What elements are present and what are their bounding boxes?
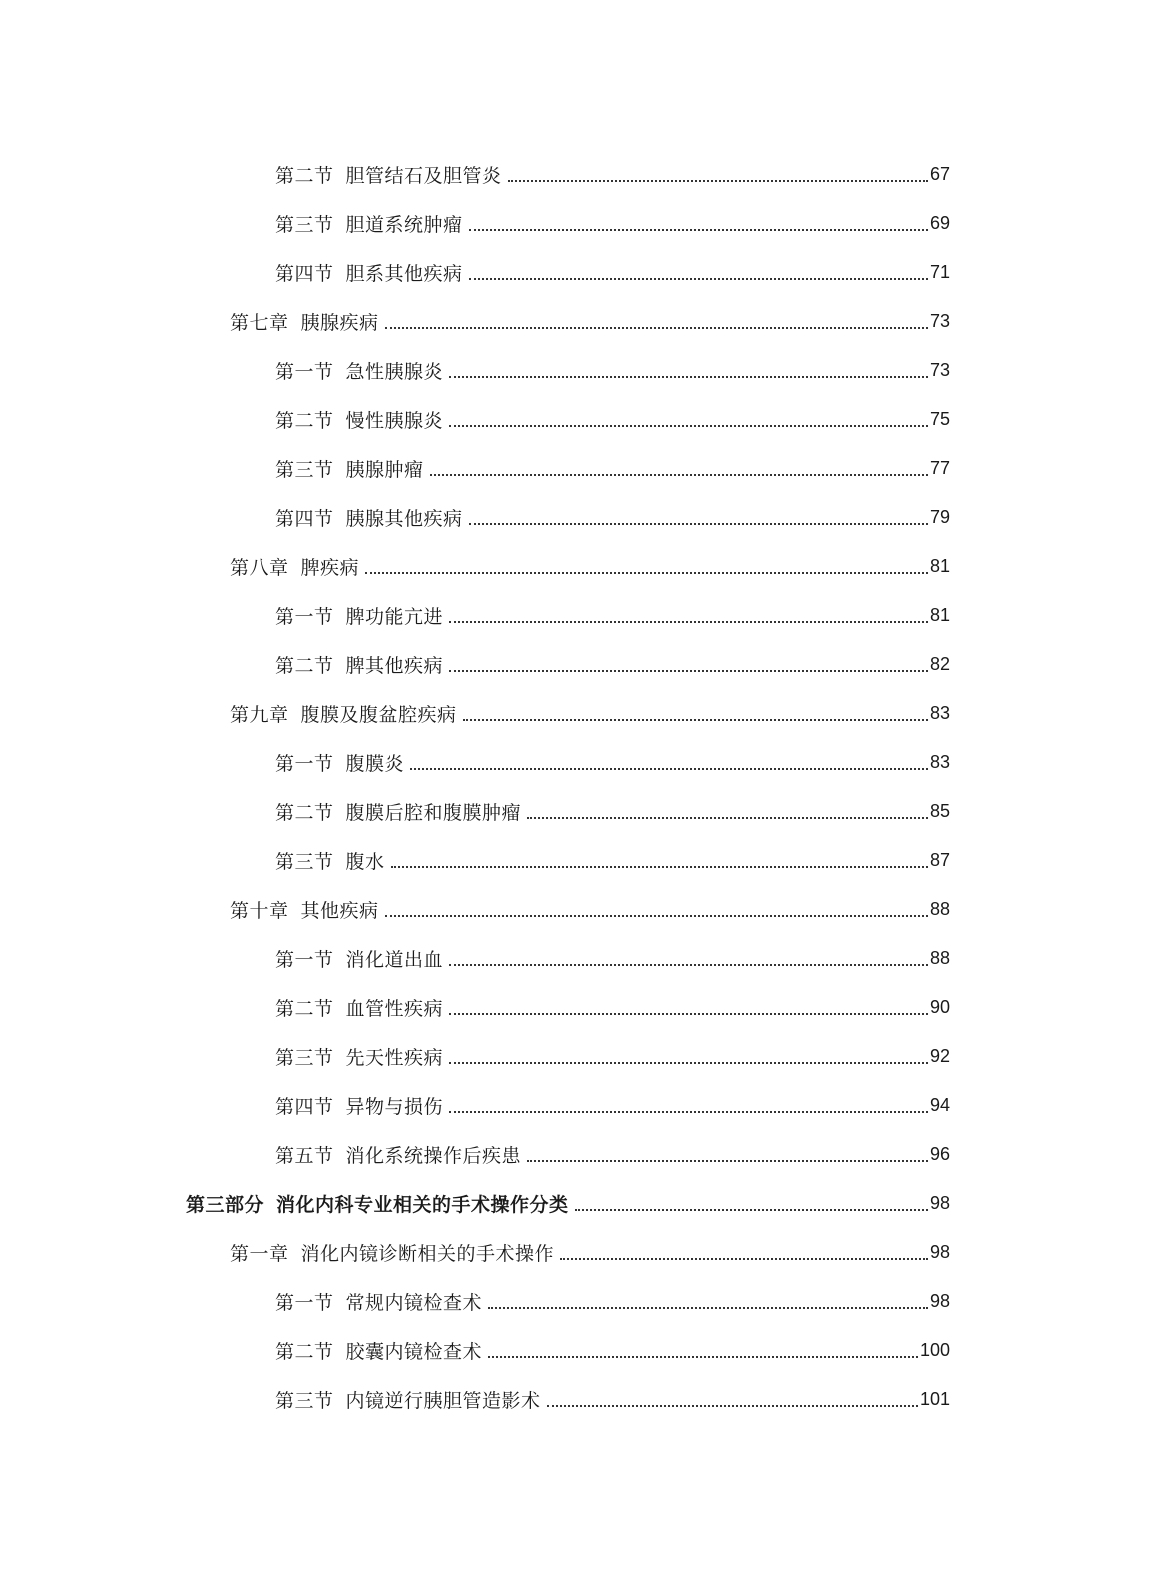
toc-entry[interactable] [0, 1130, 1152, 1179]
dot-leader [463, 719, 928, 721]
toc-entry-page: 98 [929, 1291, 950, 1311]
toc-entry-title: 消化内镜诊断相关的手术操作 [300, 1243, 555, 1265]
toc-entry[interactable] [0, 983, 1152, 1032]
toc-entry-number: 第五节 [275, 1145, 334, 1167]
toc-entry-label [275, 1386, 541, 1413]
dot-leader [385, 915, 928, 917]
toc-entry-number: 第四节 [275, 263, 334, 285]
toc-entry-title: 腹膜及腹盆腔疾病 [300, 704, 457, 726]
toc-entry-number: 第九章 [230, 704, 289, 726]
toc-entry[interactable] [0, 150, 1152, 199]
toc-entry-page: 81 [929, 556, 950, 576]
toc-entry[interactable] [0, 640, 1152, 689]
toc-entry-number: 第一节 [275, 949, 334, 971]
toc-entry-page: 73 [929, 311, 950, 331]
toc-entry-title: 腹膜炎 [345, 753, 405, 775]
toc-entry-label [275, 749, 404, 776]
toc-entry[interactable] [0, 199, 1152, 248]
toc-entry-page: 88 [929, 899, 950, 919]
toc-entry-label [275, 161, 502, 188]
toc-entry-title: 胆道系统肿瘤 [345, 214, 463, 236]
toc-entry-number: 第三部分 [186, 1194, 265, 1216]
toc-entry-page: 73 [929, 360, 950, 380]
toc-entry-title: 胆管结石及胆管炎 [345, 165, 502, 187]
toc-entry-title: 脾其他疾病 [345, 655, 444, 677]
toc-entry-page: 88 [929, 948, 950, 968]
toc-entry-label [275, 357, 443, 384]
toc-entry[interactable] [0, 787, 1152, 836]
toc-entry-number: 第三节 [275, 1047, 334, 1069]
toc-entry[interactable] [0, 346, 1152, 395]
dot-leader [469, 229, 928, 231]
toc-entry-page: 81 [929, 605, 950, 625]
toc-entry-number: 第二节 [275, 1341, 334, 1363]
toc-entry-label [275, 455, 424, 482]
toc-entry-label [275, 210, 463, 237]
toc-entry-page: 71 [929, 262, 950, 282]
dot-leader [449, 1062, 928, 1064]
toc-entry-page: 83 [929, 703, 950, 723]
toc-entry-title: 急性胰腺炎 [345, 361, 444, 383]
toc-entry-number: 第三节 [275, 1390, 334, 1412]
toc-entry-label [275, 1043, 443, 1070]
toc-entry[interactable] [0, 1326, 1152, 1375]
toc-entry-title: 胰腺疾病 [300, 312, 379, 334]
toc-entry-label [230, 1239, 554, 1266]
toc-entry-page: 94 [929, 1095, 950, 1115]
dot-leader [449, 1111, 928, 1113]
toc-entry-page: 85 [929, 801, 950, 821]
toc-entry[interactable] [0, 248, 1152, 297]
dot-leader [430, 474, 928, 476]
toc-entry[interactable] [0, 1277, 1152, 1326]
toc-entry[interactable] [0, 395, 1152, 444]
toc-entry-label [230, 553, 359, 580]
toc-entry-title: 脾疾病 [300, 557, 360, 579]
toc-entry-number: 第二节 [275, 998, 334, 1020]
toc-entry-page: 87 [929, 850, 950, 870]
toc-entry-label [275, 847, 385, 874]
dot-leader [449, 376, 928, 378]
toc-entry[interactable] [0, 836, 1152, 885]
dot-leader [410, 768, 928, 770]
toc-entry-title: 胶囊内镜检查术 [345, 1341, 483, 1363]
toc-entry-label [275, 945, 443, 972]
toc-entry-title: 血管性疾病 [345, 998, 444, 1020]
toc-entry-number: 第二节 [275, 165, 334, 187]
toc-entry[interactable] [0, 1228, 1152, 1277]
dot-leader [488, 1356, 918, 1358]
toc-entry-page: 98 [929, 1242, 950, 1262]
dot-leader [449, 964, 928, 966]
toc-entry-label [275, 504, 463, 531]
toc-entry-page: 100 [919, 1340, 950, 1360]
dot-leader [547, 1405, 918, 1407]
toc-entry[interactable] [0, 493, 1152, 542]
toc-entry-title: 腹膜后腔和腹膜肿瘤 [345, 802, 522, 824]
toc-entry-number: 第三节 [275, 459, 334, 481]
toc-entry-number: 第八章 [230, 557, 289, 579]
toc-entry-number: 第四节 [275, 1096, 334, 1118]
toc-entry-page: 82 [929, 654, 950, 674]
toc-entry-number: 第三节 [275, 851, 334, 873]
toc-entry-number: 第四节 [275, 508, 334, 530]
toc-entry-page: 67 [929, 164, 950, 184]
toc-entry-title: 脾功能亢进 [345, 606, 444, 628]
toc-entry-page: 101 [919, 1389, 950, 1409]
toc-entry-label [275, 1092, 443, 1119]
dot-leader [449, 670, 928, 672]
toc-entry-page: 92 [929, 1046, 950, 1066]
toc-entry-label [275, 1141, 521, 1168]
toc-entry-label [230, 700, 457, 727]
toc-entry[interactable] [0, 1375, 1152, 1424]
toc-entry-page: 79 [929, 507, 950, 527]
toc-entry[interactable] [0, 297, 1152, 346]
toc-entry-number: 第十章 [230, 900, 289, 922]
toc-entry-label [275, 1337, 482, 1364]
toc-entry-number: 第一节 [275, 606, 334, 628]
toc-entry-page: 69 [929, 213, 950, 233]
toc-entry-page: 96 [929, 1144, 950, 1164]
toc-entry-label [275, 1288, 482, 1315]
toc-entry-page: 98 [929, 1193, 950, 1213]
toc-entry[interactable] [0, 542, 1152, 591]
toc-entry-number: 第七章 [230, 312, 289, 334]
toc-entry-title: 消化系统操作后疾患 [345, 1145, 522, 1167]
dot-leader [449, 425, 928, 427]
toc-entry[interactable] [0, 1032, 1152, 1081]
dot-leader [449, 621, 928, 623]
dot-leader [560, 1258, 928, 1260]
toc-entry-number: 第一章 [230, 1243, 289, 1265]
toc-entry-label [275, 406, 443, 433]
dot-leader [385, 327, 928, 329]
toc-entry-title: 先天性疾病 [345, 1047, 444, 1069]
toc-entry-number: 第三节 [275, 214, 334, 236]
toc-entry-title: 腹水 [345, 851, 385, 873]
toc-entry-title: 异物与损伤 [345, 1096, 444, 1118]
toc-entry-page: 83 [929, 752, 950, 772]
toc-entry-label [275, 602, 443, 629]
toc-entry-title: 其他疾病 [300, 900, 379, 922]
toc-entry-number: 第一节 [275, 753, 334, 775]
toc-entry[interactable] [0, 689, 1152, 738]
toc-entry-label [275, 651, 443, 678]
toc-entry-title: 常规内镜检查术 [345, 1292, 483, 1314]
toc-entry-number: 第二节 [275, 410, 334, 432]
toc-entry-page: 75 [929, 409, 950, 429]
toc-entry-label [186, 1190, 569, 1217]
toc-entry-page: 90 [929, 997, 950, 1017]
dot-leader [527, 817, 928, 819]
dot-leader [365, 572, 928, 574]
toc-entry-page: 77 [929, 458, 950, 478]
toc-entry[interactable] [0, 591, 1152, 640]
toc-entry-number: 第一节 [275, 1292, 334, 1314]
toc-entry-label [275, 798, 521, 825]
dot-leader [469, 278, 928, 280]
dot-leader [575, 1209, 928, 1211]
dot-leader [449, 1013, 928, 1015]
toc-entry-number: 第一节 [275, 361, 334, 383]
toc-entry[interactable] [0, 934, 1152, 983]
toc-entry-title: 内镜逆行胰胆管造影术 [345, 1390, 541, 1412]
dot-leader [508, 180, 928, 182]
toc-entry-label [230, 308, 379, 335]
table-of-contents [0, 150, 1152, 1424]
dot-leader [469, 523, 928, 525]
toc-entry[interactable] [0, 885, 1152, 934]
toc-entry-title: 消化内科专业相关的手术操作分类 [276, 1194, 569, 1216]
toc-entry[interactable] [0, 738, 1152, 787]
toc-entry[interactable] [0, 444, 1152, 493]
toc-entry-label [275, 259, 463, 286]
toc-entry-title: 慢性胰腺炎 [345, 410, 444, 432]
toc-entry[interactable] [0, 1081, 1152, 1130]
dot-leader [488, 1307, 928, 1309]
toc-entry-label [230, 896, 379, 923]
toc-entry-number: 第二节 [275, 802, 334, 824]
toc-entry[interactable] [0, 1179, 1152, 1228]
toc-entry-label [275, 994, 443, 1021]
toc-entry-title: 消化道出血 [345, 949, 444, 971]
dot-leader [527, 1160, 928, 1162]
dot-leader [391, 866, 928, 868]
toc-entry-title: 胆系其他疾病 [345, 263, 463, 285]
toc-entry-title: 胰腺其他疾病 [345, 508, 463, 530]
toc-entry-number: 第二节 [275, 655, 334, 677]
toc-entry-title: 胰腺肿瘤 [345, 459, 424, 481]
